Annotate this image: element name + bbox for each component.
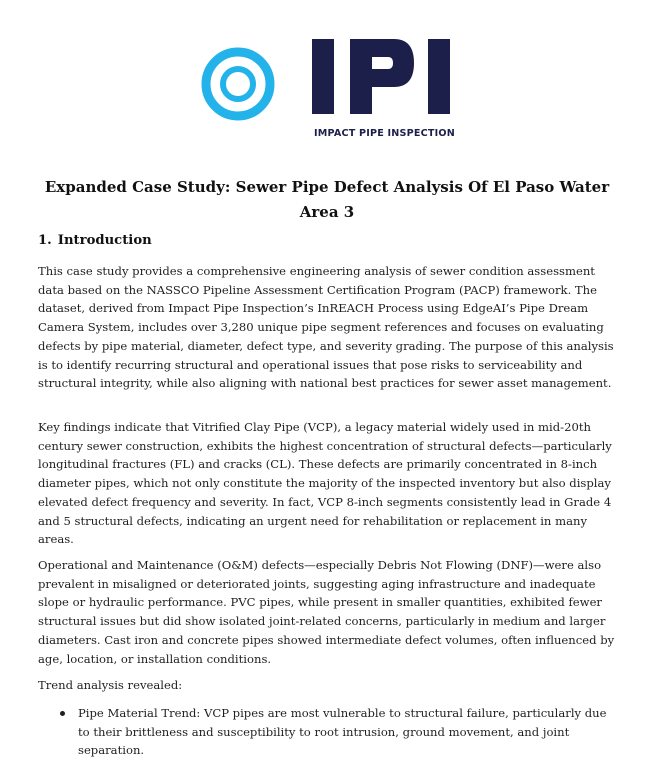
concentric-circles-logo-icon [166,22,306,152]
paragraph-intro-overview: This case study provides a comprehensive engineering analysis of sewer condition assessment data based on the NASSCO Pipeline Assessment Certification Program (PACP) framework. The dataset, derived from Impact Pipe Inspection’s InREACH Process using EdgeAI’s Pipe Dream Camera System, includes over 3,280 unique pipe segment references and focuses on evaluating defects by pipe material, diameter, defect type, and severity grading. The purpose of this analysis is to identify recurring structural and operational issues that pose risks to serviceability and structural integrity, while also aligning with national best practices for sewer asset management. [38,264,614,391]
section-title: Introduction [57,233,152,248]
document-title: Expanded Case Study: Sewer Pipe Defect Analysis Of El Paso Water Area 3 [44,178,610,221]
ipi-wordmark [312,39,452,114]
paragraph-om-defects: Operational and Maintenance (O&M) defects—especially Debris Not Flowing (DNF)—were also prevalent in misaligned or deteriorated joints, suggesting aging infrastructure and inadequate slope or hydraulic performance. PVC pipes, while present in smaller quantities, exhibited fewer structural issues but did show isolated joint-related concerns, particularly in medium and larger diameters. Cast iron and concrete pipes showed intermediate defect volumes, often influenced by age, location, or installation conditions. [38,558,615,666]
list-item [38,704,620,760]
section-number: 1. [38,233,52,248]
paragraph-key-findings: Key findings indicate that Vitrified Clay Pipe (VCP), a legacy material widely used in mid-20th century sewer construction, exhibits the highest concentration of structural defects—particularly longitudinal fractures (FL) and cracks (CL). These defects are primarily concentrated in 8-inch diameter pipes, which not only constitute the majority of the inspected inventory but also display elevated defect frequency and severity. In fact, VCP 8-inch segments consistently lead in Grade 4 and 5 structural defects, indicating an urgent need for rehabilitation or replacement in many areas. [38,420,612,547]
section-heading [38,232,152,250]
company-logo [166,22,456,152]
bullet-text: Pipe Material Trend: VCP pipes are most vulnerable to structural failure, particularly due to their brittleness and susceptibility to root intrusion, ground movement, and joint separation. [78,706,607,758]
bullet-dot [60,711,65,716]
logo-tagline: IMPACT PIPE INSPECTION [314,128,455,139]
paragraph-trend-intro: Trend analysis revealed: [38,678,183,692]
trend-bullet-list [38,704,620,760]
